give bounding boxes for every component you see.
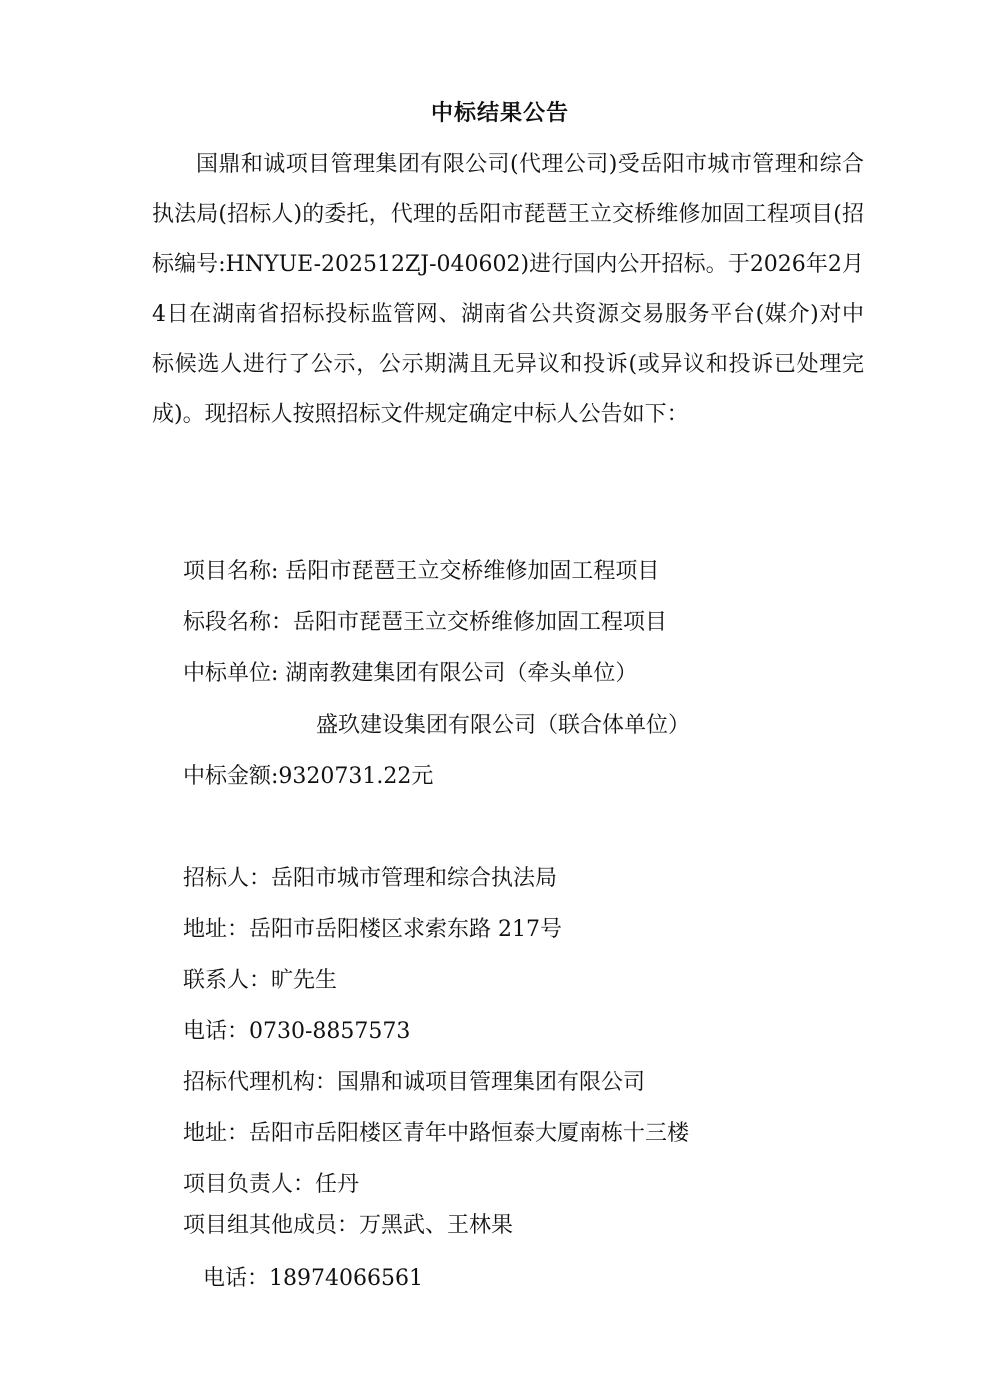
agency-name: 招标代理机构：国鼎和诚项目管理集团有限公司 — [183, 1070, 646, 1095]
project-name: 项目名称: 岳阳市琵琶王立交桥维修加固工程项目 — [183, 559, 660, 584]
agency-address: 地址：岳阳市岳阳楼区青年中路恒泰大厦南栋十三楼 — [183, 1121, 690, 1146]
tenderer-phone: 电话：0730-8857573 — [183, 1019, 411, 1044]
tenderer-name: 招标人：岳阳市城市管理和综合执法局 — [183, 866, 558, 891]
tenderer-contact: 联系人：旷先生 — [183, 968, 338, 993]
winner-lead: 中标单位: 湖南教建集团有限公司（牵头单位） — [183, 661, 638, 686]
page-title: 中标结果公告 — [430, 100, 569, 126]
agency-phone: 电话：18974066561 — [203, 1266, 423, 1291]
agency-members: 项目组其他成员：万黑武、王林果 — [183, 1213, 514, 1238]
section-name: 标段名称：岳阳市琵琶王立交桥维修加固工程项目 — [183, 610, 668, 635]
winner-member: 盛玖建设集团有限公司（联合体单位） — [316, 713, 691, 738]
award-amount: 中标金额:9320731.22元 — [183, 764, 434, 789]
tenderer-address: 地址：岳阳市岳阳楼区求索东路 217号 — [183, 917, 562, 942]
intro-paragraph: 国鼎和诚项目管理集团有限公司(代理公司)受岳阳市城市管理和综合执法局(招标人)的委托，代理的岳阳市琵琶王立交桥维修加固工程项目(招标编号:HNYUE-202512ZJ-040602)进行国内公开招标。于2026年2月4日在湖南省招标投标监管网、湖南省公共资源交易服务平台(媒介)对中标候选人进行了公示，公示期满且无异议和投诉(或异议和投诉已处理完成)。现招标人按照招标文件规定确定中标人公告如下： — [152, 152, 864, 427]
agency-manager: 项目负责人：任丹 — [183, 1172, 360, 1197]
